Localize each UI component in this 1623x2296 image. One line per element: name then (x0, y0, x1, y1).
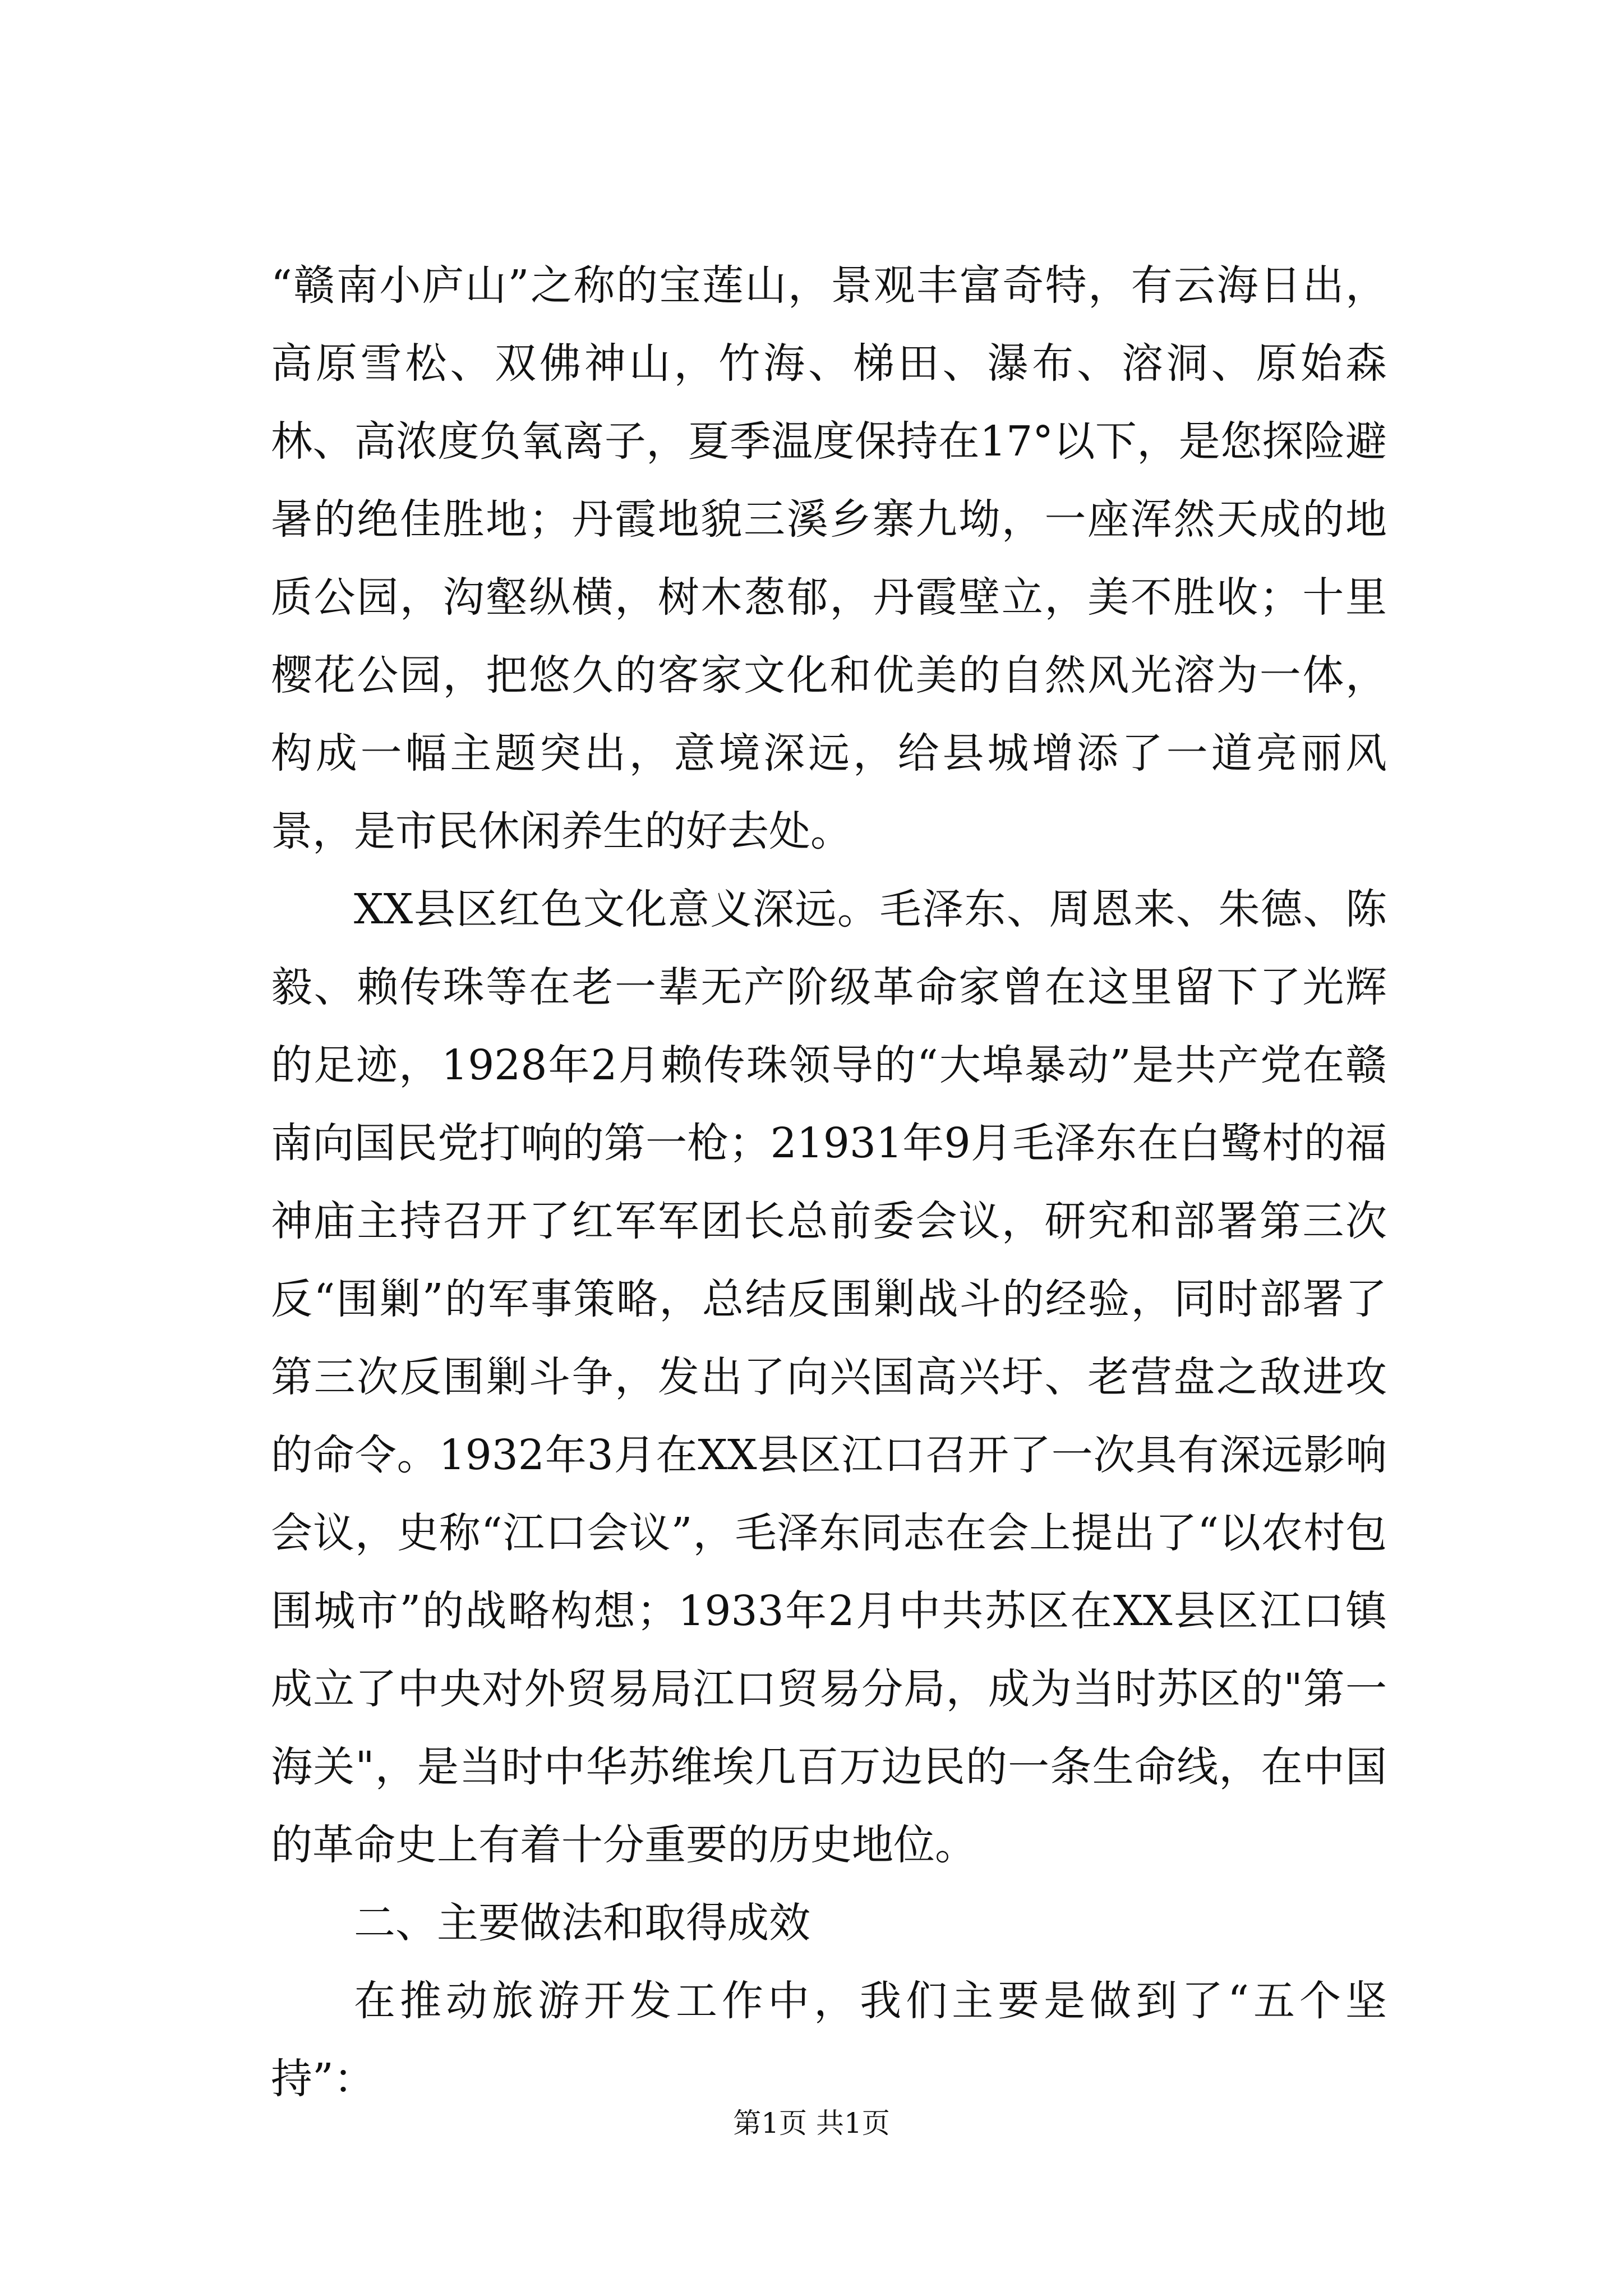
paragraph-five-persistences: 在推动旅游开发工作中，我们主要是做到了“五个坚持”： (271, 1977, 1387, 2103)
page-number-footer: 第1页 共1页 (733, 2107, 890, 2139)
paragraph-red-culture: XX县区红色文化意义深远。毛泽东、周恩来、朱德、陈毅、赖传珠等在老一辈无产阶级革命家曾在这里留下了光辉的足迹，1928年2月赖传珠领导的“大埠暴动”是共产党在赣南向国民党打响的第一枪；21931年9月毛泽东在白鹭村的福神庙主持召开了红军军团长总前委会议，研究和部署第三次反“围剿”的军事策略，总结反围剿战斗的经验，同时部署了第三次反围剿斗争，发出了向兴国高兴圩、老营盘之敌进攻的命令。1932年3月在XX县区江口召开了一次具有深远影响会议，史称“江口会议”，毛泽东同志在会上提出了“以农村包围城市”的战略构想；1933年2月中共苏区在XX县区江口镇成立了中央对外贸易局江口贸易分局，成为当时苏区的"第一海关"，是当时中华苏维埃几百万边民的一条生命线，在中国的革命史上有着十分重要的历史地位。 (271, 885, 1387, 1869)
paragraph-baolianshan-scenery: “赣南小庐山”之称的宝莲山，景观丰富奇特，有云海日出，高原雪松、双佛神山，竹海、梯田、瀑布、溶洞、原始森林、高浓度负氧离子，夏季温度保持在17°以下，是您探险避暑的绝佳胜地；丹霞地貌三溪乡寨九坳，一座浑然天成的地质公园，沟壑纵横，树木葱郁，丹霞壁立，美不胜收；十里樱花公园，把悠久的客家文化和优美的自然风光溶为一体，构成一幅主题突出，意境深远，给县城增添了一道亮丽风景，是市民休闲养生的好去处。 (271, 261, 1387, 855)
document-body (271, 247, 1387, 2118)
section-heading-main-practices: 二、主要做法和取得成效 (354, 1899, 810, 1947)
